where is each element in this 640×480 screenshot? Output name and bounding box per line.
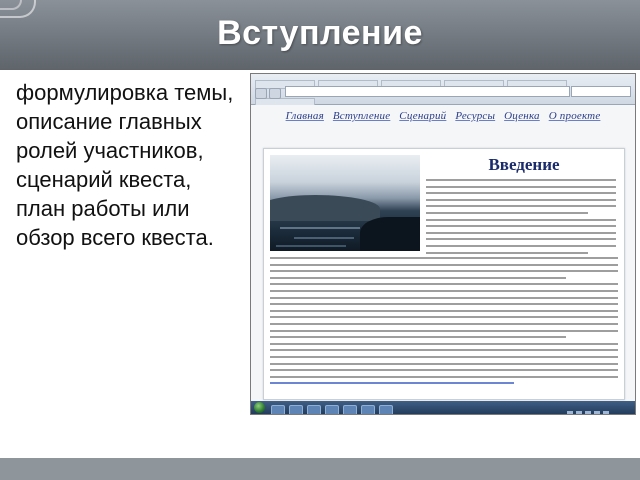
site-nav-item-intro: Вступление <box>332 110 391 122</box>
browser-address-bar <box>285 86 570 97</box>
windows-taskbar <box>251 401 635 414</box>
slide-body-text: формулировка темы, описание главных ролей участников, сценарий квеста, план работы или обзор всего квеста. <box>16 80 234 250</box>
browser-search-box <box>571 86 631 97</box>
site-nav-item-scenario: Сценарий <box>399 110 447 122</box>
lake-photo <box>270 155 420 251</box>
taskbar-app-icon <box>271 405 285 415</box>
windows-start-orb-icon <box>254 402 265 413</box>
browser-chrome <box>251 74 635 105</box>
taskbar-app-icon <box>379 405 393 415</box>
taskbar-app-icon <box>289 405 303 415</box>
body-paragraph-lines <box>270 257 618 389</box>
site-nav-item-about: О проекте <box>548 110 601 122</box>
taskbar-app-icon <box>343 405 357 415</box>
page-content-box <box>263 148 625 400</box>
page-heading: Введение <box>488 155 560 174</box>
taskbar-app-icon <box>307 405 321 415</box>
slide-title-bar <box>0 0 640 70</box>
site-nav-item-resources: Ресурсы <box>455 110 496 122</box>
taskbar-app-icon <box>361 405 375 415</box>
slide-bottom-band <box>0 458 640 480</box>
intro-paragraph-lines <box>426 179 616 258</box>
slide-title: Вступление <box>217 14 423 52</box>
taskbar-app-icon <box>325 405 339 415</box>
browser-tabstrip <box>255 76 631 84</box>
system-tray-icon <box>567 404 629 411</box>
site-nav-item-evaluation: Оценка <box>504 110 540 122</box>
taskbar-app-icons <box>271 403 397 415</box>
site-nav <box>251 110 635 122</box>
browser-toolbar <box>255 97 631 102</box>
embedded-browser-screenshot <box>250 73 636 415</box>
site-nav-item-home: Главная <box>285 110 324 122</box>
